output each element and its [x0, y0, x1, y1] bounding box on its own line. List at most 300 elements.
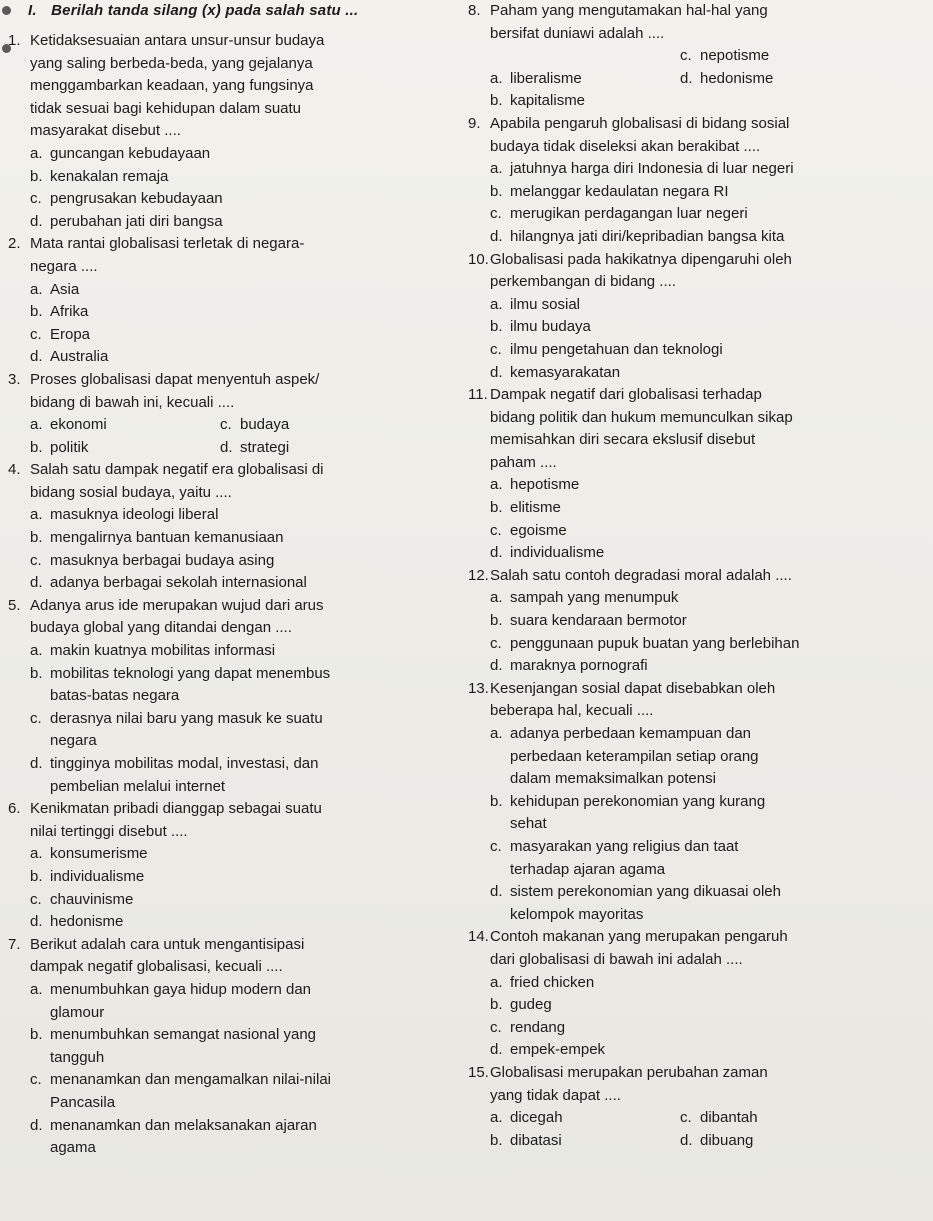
- answer-option: [8, 1069, 448, 1092]
- question-item: [8, 369, 448, 459]
- option-text: masuknya ideologi liberal: [50, 506, 219, 524]
- option-letter: a.: [490, 725, 503, 742]
- option-text: dibantah: [700, 1109, 758, 1127]
- answer-option: [8, 504, 448, 527]
- answer-option: [468, 362, 930, 385]
- answer-option: [8, 324, 448, 347]
- question-number: [8, 956, 30, 979]
- answer-option: [8, 572, 448, 595]
- question-item: [468, 565, 930, 678]
- option-letter: c.: [30, 190, 42, 208]
- answer-option: [468, 994, 930, 1017]
- question-item: [468, 1062, 930, 1152]
- question-number: 11.: [468, 386, 488, 404]
- option-letter: d.: [490, 363, 503, 381]
- option-letter: d.: [490, 883, 503, 901]
- option-text: batas-batas negara: [50, 687, 180, 705]
- question-number: 13.: [468, 679, 489, 697]
- option-letter: a.: [490, 69, 503, 87]
- question-text: masyarakat disebut ....: [30, 122, 181, 140]
- answer-option-row: [468, 90, 930, 113]
- question-stem-line: [8, 30, 448, 53]
- question-number: 4.: [8, 461, 21, 479]
- option-text: Eropa: [50, 325, 91, 343]
- option-letter: a.: [490, 973, 503, 991]
- question-text: paham ....: [490, 453, 557, 471]
- option-letter: d.: [490, 1041, 503, 1059]
- question-number: 1.: [8, 32, 21, 49]
- question-number: [468, 1085, 490, 1108]
- answer-option: [8, 166, 448, 189]
- answer-option: [468, 791, 930, 814]
- answer-option-row: [468, 68, 930, 91]
- option-text: terhadap ajaran agama: [510, 860, 666, 878]
- question-item: [468, 678, 930, 927]
- question-stem-line: [468, 565, 930, 588]
- question-stem-line: [8, 956, 448, 979]
- question-text: bidang sosial budaya, yaitu ....: [30, 483, 232, 501]
- option-text: hedonisme: [700, 69, 774, 87]
- option-text: ilmu pengetahuan dan teknologi: [510, 340, 723, 358]
- option-letter: c.: [490, 205, 502, 223]
- question-number: 15.: [468, 1063, 489, 1081]
- question-item: [468, 113, 930, 249]
- option-text: negara: [50, 732, 97, 750]
- answer-option: [680, 90, 870, 113]
- question-number: [468, 949, 490, 972]
- option-letter: a.: [30, 280, 43, 298]
- question-text: yang tidak dapat ....: [490, 1086, 621, 1104]
- right-question-column: [468, 0, 930, 1152]
- option-letter: d.: [220, 438, 233, 456]
- option-text: Afrika: [50, 303, 89, 321]
- option-letter: d.: [30, 212, 43, 230]
- question-number: 6.: [8, 800, 21, 818]
- question-text: Berikut adalah cara untuk mengantisipasi: [30, 935, 305, 953]
- option-text: menumbuhkan semangat nasional yang: [50, 1026, 317, 1044]
- option-text: Pancasila: [50, 1093, 116, 1111]
- section-roman: I.: [28, 2, 37, 19]
- option-letter: b.: [30, 167, 43, 185]
- question-stem-line: [8, 617, 448, 640]
- question-number: [8, 617, 30, 640]
- question-item: [8, 798, 448, 934]
- question-number: [8, 98, 30, 121]
- question-stem-line: [468, 678, 930, 701]
- answer-option: [8, 889, 448, 912]
- question-text: Proses globalisasi dapat menyentuh aspek/: [30, 370, 320, 388]
- question-text: negara ....: [30, 257, 98, 275]
- binder-hole: [2, 6, 11, 15]
- option-letter: d.: [490, 544, 503, 562]
- question-item: [8, 934, 448, 1160]
- option-text: nepotisme: [700, 47, 770, 65]
- question-item: [8, 595, 448, 798]
- option-text: masyarakan yang religius dan taat: [510, 837, 739, 855]
- option-text: dalam memaksimalkan potensi: [510, 770, 716, 788]
- option-letter: c.: [490, 837, 502, 855]
- question-stem-line: [8, 369, 448, 392]
- option-text: chauvinisme: [50, 890, 134, 908]
- question-number: [8, 53, 30, 76]
- option-text: Asia: [50, 280, 80, 298]
- answer-option: [680, 45, 870, 68]
- question-text: Adanya arus ide merupakan wujud dari arus: [30, 596, 324, 614]
- question-number: 9.: [468, 114, 481, 132]
- option-text: masuknya berbagai budaya asing: [50, 551, 275, 569]
- question-number: 2.: [8, 235, 21, 253]
- question-text: nilai tertinggi disebut ....: [30, 822, 188, 840]
- question-number: 3.: [8, 370, 21, 388]
- option-letter: a.: [490, 295, 503, 313]
- question-stem-line: [468, 23, 930, 46]
- option-text: dibuang: [700, 1131, 754, 1149]
- option-letter: d.: [490, 227, 503, 245]
- option-text: rendang: [510, 1018, 566, 1036]
- option-letter: a.: [490, 1109, 503, 1127]
- question-text: Globalisasi merupakan perubahan zaman: [490, 1063, 768, 1081]
- question-item: [468, 0, 930, 113]
- option-text: merugikan perdagangan luar negeri: [510, 205, 748, 223]
- option-letter: c.: [680, 47, 692, 65]
- answer-option: [490, 1107, 680, 1130]
- question-text: Kesenjangan sosial dapat disebabkan oleh: [490, 679, 776, 697]
- option-letter: b.: [490, 996, 503, 1014]
- option-letter: c.: [220, 416, 232, 434]
- question-number: 14.: [468, 928, 489, 946]
- option-text: agama: [50, 1139, 96, 1157]
- option-letter: b.: [490, 182, 503, 200]
- question-number: 7.: [8, 935, 21, 953]
- answer-option: [468, 226, 930, 249]
- question-text: yang saling berbeda-beda, yang gejalanya: [30, 54, 313, 72]
- option-text: sampah yang menumpuk: [510, 589, 679, 607]
- option-text: kelompok mayoritas: [510, 905, 644, 923]
- option-text: tangguh: [50, 1048, 105, 1066]
- option-text-continued: [468, 904, 930, 927]
- option-text: Australia: [50, 348, 109, 366]
- option-letter: b.: [30, 664, 43, 682]
- question-stem-line: [468, 1085, 930, 1108]
- option-text-continued: [468, 746, 930, 769]
- question-text: bidang politik dan hukum memunculkan sikap: [490, 408, 793, 426]
- option-text-continued: [8, 776, 448, 799]
- question-stem-line: [468, 1062, 930, 1085]
- answer-option-row: [8, 437, 448, 460]
- answer-option: [8, 527, 448, 550]
- option-text: suara kendaraan bermotor: [510, 612, 687, 630]
- answer-option: [220, 437, 410, 460]
- option-text: kapitalisme: [510, 92, 586, 110]
- option-text: gudeg: [510, 996, 552, 1014]
- option-letter: b.: [30, 438, 43, 456]
- option-text: menanamkan dan melaksanakan ajaran: [50, 1116, 317, 1134]
- question-stem-line: [8, 120, 448, 143]
- answer-option: [8, 708, 448, 731]
- answer-option: [468, 316, 930, 339]
- answer-option: [468, 158, 930, 181]
- option-text: glamour: [50, 1003, 105, 1021]
- option-letter: c.: [30, 325, 42, 343]
- option-text: sistem perekonomian yang dikuasai oleh: [510, 883, 781, 901]
- question-item: [468, 384, 930, 565]
- question-stem-line: [468, 249, 930, 272]
- answer-option: [468, 520, 930, 543]
- option-text: strategi: [240, 438, 290, 456]
- answer-option: [8, 1115, 448, 1138]
- option-letter: c.: [490, 521, 502, 539]
- option-text: dibatasi: [510, 1131, 562, 1149]
- option-text: fried chicken: [510, 973, 595, 991]
- answer-option: [468, 474, 930, 497]
- option-text: egoisme: [510, 521, 567, 539]
- left-question-column: [8, 30, 448, 1160]
- question-stem-line: [468, 700, 930, 723]
- question-text: memisahkan diri secara ekslusif disebut: [490, 431, 756, 449]
- option-text: perubahan jati diri bangsa: [50, 212, 223, 230]
- question-item: [8, 233, 448, 369]
- option-text: hedonisme: [50, 913, 124, 931]
- answer-option: [468, 339, 930, 362]
- question-stem-line: [468, 113, 930, 136]
- question-number: [8, 120, 30, 143]
- section-instruction: Berilah tanda silang (x) pada salah satu ...: [51, 2, 359, 19]
- answer-option: [468, 655, 930, 678]
- question-stem-line: [8, 934, 448, 957]
- answer-option: [490, 1130, 680, 1153]
- option-letter: d.: [30, 755, 43, 772]
- answer-option: [8, 979, 448, 1002]
- answer-option-row: [468, 45, 930, 68]
- option-text: kenakalan remaja: [50, 167, 169, 185]
- option-text: kehidupan perekonomian yang kurang: [510, 792, 766, 810]
- question-stem-line: [8, 392, 448, 415]
- answer-option: [8, 640, 448, 663]
- option-text: derasnya nilai baru yang masuk ke suatu: [50, 709, 323, 727]
- question-number: [468, 407, 490, 430]
- question-stem-line: [8, 256, 448, 279]
- option-text: politik: [50, 438, 89, 456]
- option-text: makin kuatnya mobilitas informasi: [50, 642, 276, 660]
- question-number: [468, 23, 490, 46]
- option-text: menumbuhkan gaya hidup modern dan: [50, 980, 312, 998]
- option-text: budaya: [240, 416, 290, 434]
- question-text: perkembangan di bidang ....: [490, 273, 676, 291]
- option-letter: b.: [490, 612, 503, 630]
- answer-option-row: [468, 1107, 930, 1130]
- answer-option: [220, 414, 410, 437]
- option-letter: d.: [30, 1116, 43, 1134]
- answer-option: [8, 753, 448, 776]
- question-text: beberapa hal, kecuali ....: [490, 702, 654, 720]
- option-text-continued: [468, 859, 930, 882]
- option-letter: b.: [30, 1026, 43, 1044]
- question-number: 10.: [468, 250, 489, 268]
- question-stem-line: [468, 136, 930, 159]
- question-stem-line: [468, 0, 930, 23]
- question-number: [468, 700, 490, 723]
- question-item: [468, 926, 930, 1062]
- answer-option: [8, 279, 448, 302]
- option-text: hepotisme: [510, 476, 580, 494]
- option-text: mobilitas teknologi yang dapat menembus: [50, 664, 331, 682]
- option-text: pembelian melalui internet: [50, 777, 226, 795]
- answer-option: [30, 437, 220, 460]
- option-text: individualisme: [510, 544, 605, 562]
- answer-option: [8, 911, 448, 934]
- answer-option: [468, 587, 930, 610]
- option-text: ilmu budaya: [510, 318, 591, 336]
- option-letter: b.: [30, 303, 43, 321]
- question-text: bersifat duniawi adalah ....: [490, 24, 665, 42]
- question-stem-line: [468, 949, 930, 972]
- question-text: Ketidaksesuaian antara unsur-unsur budaya: [30, 32, 325, 49]
- option-text: empek-empek: [510, 1041, 606, 1059]
- option-letter: a.: [490, 160, 503, 178]
- question-stem-line: [468, 452, 930, 475]
- answer-option: [680, 1107, 870, 1130]
- option-text: sehat: [510, 815, 547, 833]
- option-letter: b.: [490, 1131, 503, 1149]
- question-stem-line: [8, 98, 448, 121]
- option-letter: c.: [490, 340, 502, 358]
- option-letter: a.: [30, 980, 43, 998]
- option-letter: c.: [30, 551, 42, 569]
- question-number: 8.: [468, 2, 481, 19]
- question-item: [468, 249, 930, 385]
- answer-option: [468, 294, 930, 317]
- option-letter: b.: [490, 92, 503, 110]
- answer-option: [490, 45, 680, 68]
- option-text: elitisme: [510, 499, 561, 517]
- option-letter: d.: [30, 574, 43, 592]
- option-letter: c.: [30, 1071, 42, 1089]
- option-letter: a.: [30, 144, 43, 162]
- question-text: Globalisasi pada hakikatnya dipengaruhi oleh: [490, 250, 792, 268]
- option-letter: c.: [490, 634, 502, 652]
- option-letter: a.: [30, 416, 43, 434]
- section-header: [28, 2, 358, 19]
- answer-option: [468, 203, 930, 226]
- option-text: dicegah: [510, 1109, 563, 1127]
- option-text-continued: [468, 768, 930, 791]
- option-letter: [490, 45, 510, 68]
- question-stem-line: [8, 798, 448, 821]
- question-stem-line: [468, 271, 930, 294]
- option-text: liberalisme: [510, 69, 582, 87]
- answer-option: [8, 346, 448, 369]
- question-item: [8, 459, 448, 595]
- answer-option: [468, 723, 930, 746]
- option-text-continued: [8, 685, 448, 708]
- answer-option: [8, 211, 448, 234]
- answer-option: [468, 972, 930, 995]
- option-text-continued: [8, 1092, 448, 1115]
- option-text: ilmu sosial: [510, 295, 581, 313]
- question-text: bidang di bawah ini, kecuali ....: [30, 393, 235, 411]
- question-text: budaya global yang ditandai dengan ....: [30, 619, 292, 637]
- question-text: Salah satu dampak negatif era globalisasi di: [30, 461, 324, 479]
- option-text: pengrusakan kebudayaan: [50, 190, 223, 208]
- option-letter: b.: [490, 499, 503, 517]
- answer-option: [8, 1024, 448, 1047]
- option-letter: b.: [30, 529, 43, 547]
- question-stem-line: [8, 75, 448, 98]
- question-stem-line: [8, 53, 448, 76]
- option-letter: d.: [680, 69, 693, 87]
- option-letter: d.: [30, 348, 43, 366]
- question-number: [8, 75, 30, 98]
- question-stem-line: [8, 595, 448, 618]
- option-text: adanya berbagai sekolah internasional: [50, 574, 307, 592]
- question-number: 5.: [8, 596, 21, 614]
- question-stem-line: [8, 233, 448, 256]
- question-text: tidak sesuai bagi kehidupan dalam suatu: [30, 99, 302, 117]
- option-text-continued: [8, 730, 448, 753]
- answer-option: [468, 633, 930, 656]
- option-letter: b.: [490, 792, 503, 810]
- question-text: Kenikmatan pribadi dianggap sebagai suatu: [30, 800, 322, 818]
- question-text: Contoh makanan yang merupakan pengaruh: [490, 928, 788, 946]
- answer-option: [468, 1017, 930, 1040]
- answer-option: [468, 836, 930, 859]
- question-text: dampak negatif globalisasi, kecuali ....: [30, 958, 283, 976]
- question-number: [8, 821, 30, 844]
- answer-option: [490, 68, 680, 91]
- option-letter: d.: [490, 657, 503, 675]
- answer-option: [8, 188, 448, 211]
- option-letter: a.: [30, 845, 43, 863]
- answer-option: [468, 1039, 930, 1062]
- answer-option-row: [8, 414, 448, 437]
- option-text-continued: [8, 1047, 448, 1070]
- option-letter: d.: [680, 1131, 693, 1149]
- answer-option: [8, 143, 448, 166]
- question-number: [8, 256, 30, 279]
- option-letter: a.: [490, 476, 503, 494]
- option-text: mengalirnya bantuan kemanusiaan: [50, 529, 284, 547]
- option-letter: a.: [490, 589, 503, 607]
- question-number: [468, 271, 490, 294]
- answer-option: [8, 663, 448, 686]
- option-text: jatuhnya harga diri Indonesia di luar negeri: [510, 160, 794, 178]
- question-number: [468, 429, 490, 452]
- option-text-continued: [8, 1137, 448, 1160]
- question-text: Salah satu contoh degradasi moral adalah ....: [490, 566, 792, 584]
- option-text: penggunaan pupuk buatan yang berlebihan: [510, 634, 800, 652]
- option-text: tingginya mobilitas modal, investasi, dan: [50, 755, 319, 772]
- question-stem-line: [468, 384, 930, 407]
- question-stem-line: [468, 407, 930, 430]
- option-letter: b.: [490, 318, 503, 336]
- question-text: Mata rantai globalisasi terletak di negara-: [30, 235, 305, 253]
- option-letter: c.: [680, 1109, 692, 1127]
- question-stem-line: [8, 482, 448, 505]
- question-stem-line: [8, 821, 448, 844]
- answer-option: [8, 866, 448, 889]
- question-text: Apabila pengaruh globalisasi di bidang sosial: [490, 114, 790, 132]
- question-text: Paham yang mengutamakan hal-hal yang: [490, 2, 768, 19]
- option-text: hilangnya jati diri/kepribadian bangsa kita: [510, 227, 785, 245]
- answer-option: [468, 497, 930, 520]
- answer-option: [30, 414, 220, 437]
- option-letter: a.: [30, 506, 43, 524]
- question-number: [468, 452, 490, 475]
- answer-option: [8, 301, 448, 324]
- option-text: ekonomi: [50, 416, 107, 434]
- answer-option: [468, 881, 930, 904]
- option-letter: c.: [30, 890, 42, 908]
